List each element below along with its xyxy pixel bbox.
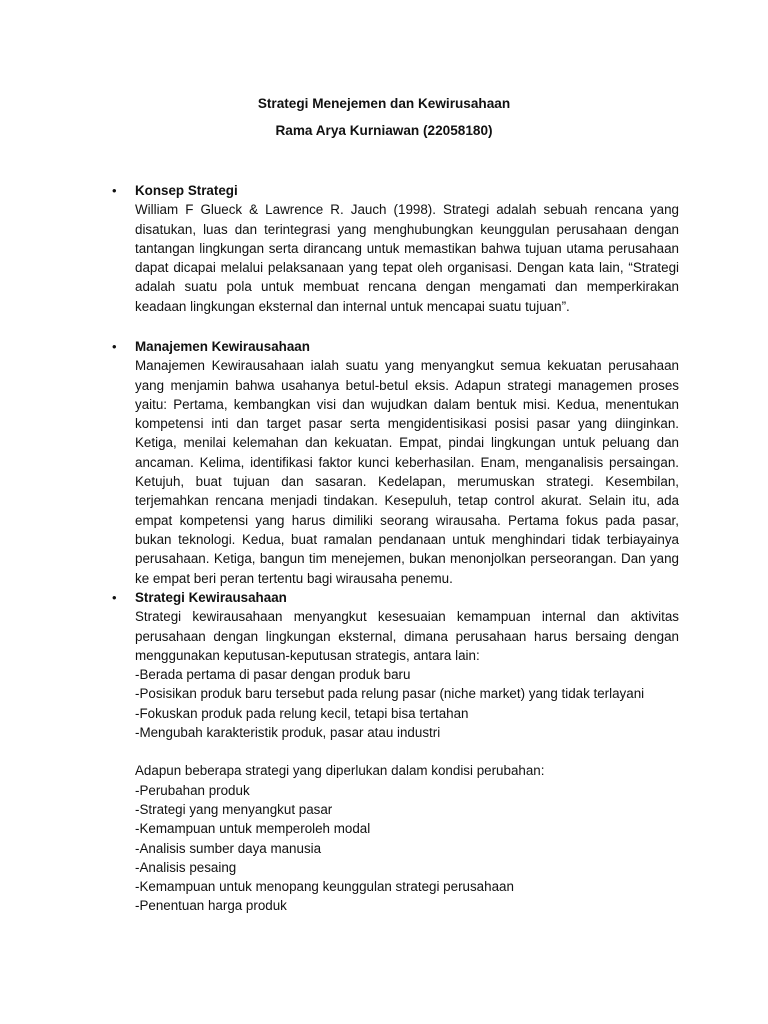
section-paragraph: William F Glueck & Lawrence R. Jauch (1998). Strategi adalah sebuah rencana yang disatukan, luas dan terintegrasi yang menghubungkan keunggulan perusahaan dengan tantangan lingkungan serta dirancang untuk memastikan bahwa tujuan utama perusahaan dapat dicapai melalui pelaksanaan yang tepat oleh organisasi. Dengan kata lain, “Strategi adalah suatu pola untuk membuat rencana dengan mengamati dan memperkirakan keadaan lingkungan eksternal dan internal untuk mencapai suatu tujuan”. (135, 202, 679, 314)
section-paragraph: Strategi kewirausahaan menyangkut kesesuaian kemampuan internal dan aktivitas perusahaan dengan lingkungan eksternal, dimana perusahaan harus bersaing dengan menggunakan keputusan-keputusan strategis, antara lain: (135, 609, 679, 663)
section-konsep-strategi (112, 181, 679, 316)
change-strategy-list (135, 781, 679, 916)
list-item: -Analisis pesaing (135, 859, 237, 875)
list-item: -Fokuskan produk pada relung kecil, tetapi bisa tertahan (135, 705, 469, 721)
list-item: -Mengubah karakteristik produk, pasar atau industri (135, 725, 441, 741)
list-item: -Kemampuan untuk menopang keunggulan strategi perusahaan (135, 879, 514, 895)
section-heading: Strategi Kewirausahaan (135, 590, 287, 605)
document-title: Strategi Menejemen dan Kewirusahaan (257, 96, 511, 111)
list-item: -Berada pertama di pasar dengan produk baru (135, 667, 411, 683)
list-intro: Adapun beberapa strategi yang diperlukan dalam kondisi perubahan: (135, 763, 545, 779)
bullet-icon: • (112, 339, 117, 354)
list-item: -Perubahan produk (135, 782, 250, 798)
section-strategi-kewirausahaan (112, 588, 679, 916)
section-manajemen-kewirausahaan (112, 337, 679, 588)
list-item: -Strategi yang menyangkut pasar (135, 801, 333, 817)
section-heading: Manajemen Kewirausahaan (135, 339, 310, 354)
decision-list (135, 665, 679, 742)
document-author: Rama Arya Kurniawan (22058180) (275, 123, 493, 138)
list-item: -Penentuan harga produk (135, 898, 287, 914)
bullet-icon: • (112, 590, 117, 605)
list-item: -Posisikan produk baru tersebut pada relung pasar (niche market) yang tidak terlayani (135, 686, 645, 702)
section-paragraph: Manajemen Kewirausahaan ialah suatu yang menyangkut semua kekuatan perusahaan yang menjamin bahwa usahanya betul-betul eksis. Adapun strategi managemen proses yaitu: Pertama, kembangkan visi dan wujudkan dalam bentuk misi. Kedua, menentukan kompetensi inti dan target pasar serta mengidentisikasi posisi pasar yang diinginkan. Ketiga, menilai kelemahan dan kekuatan. Empat, pindai lingkungan untuk peluang dan ancaman. Kelima, identifikasi faktor kunci keberhasilan. Enam, menganalisis persaingan. Ketujuh, buat tujuan dan sasaran. Kedelapan, merumuskan strategi. Kesembilan, terjemahkan rencana menjadi tindakan. Kesepuluh, tetap control akurat. Selain itu, ada empat kompetensi yang harus dimiliki seorang wirausaha. Pertama fokus pada pasar, bukan teknologi. Kedua, buat ramalan pendanaan untuk menghindari tidak terbiayainya perusahaan. Ketiga, bangun tim menejemen, bukan menonjolkan perseorangan. Dan yang ke empat beri peran tertentu bagi wirausaha penemu. (135, 358, 679, 586)
list-item: -Analisis sumber daya manusia (135, 840, 322, 856)
section-heading: Konsep Strategi (135, 183, 238, 198)
list-item: -Kemampuan untuk memperoleh modal (135, 821, 371, 837)
bullet-icon: • (112, 183, 117, 198)
